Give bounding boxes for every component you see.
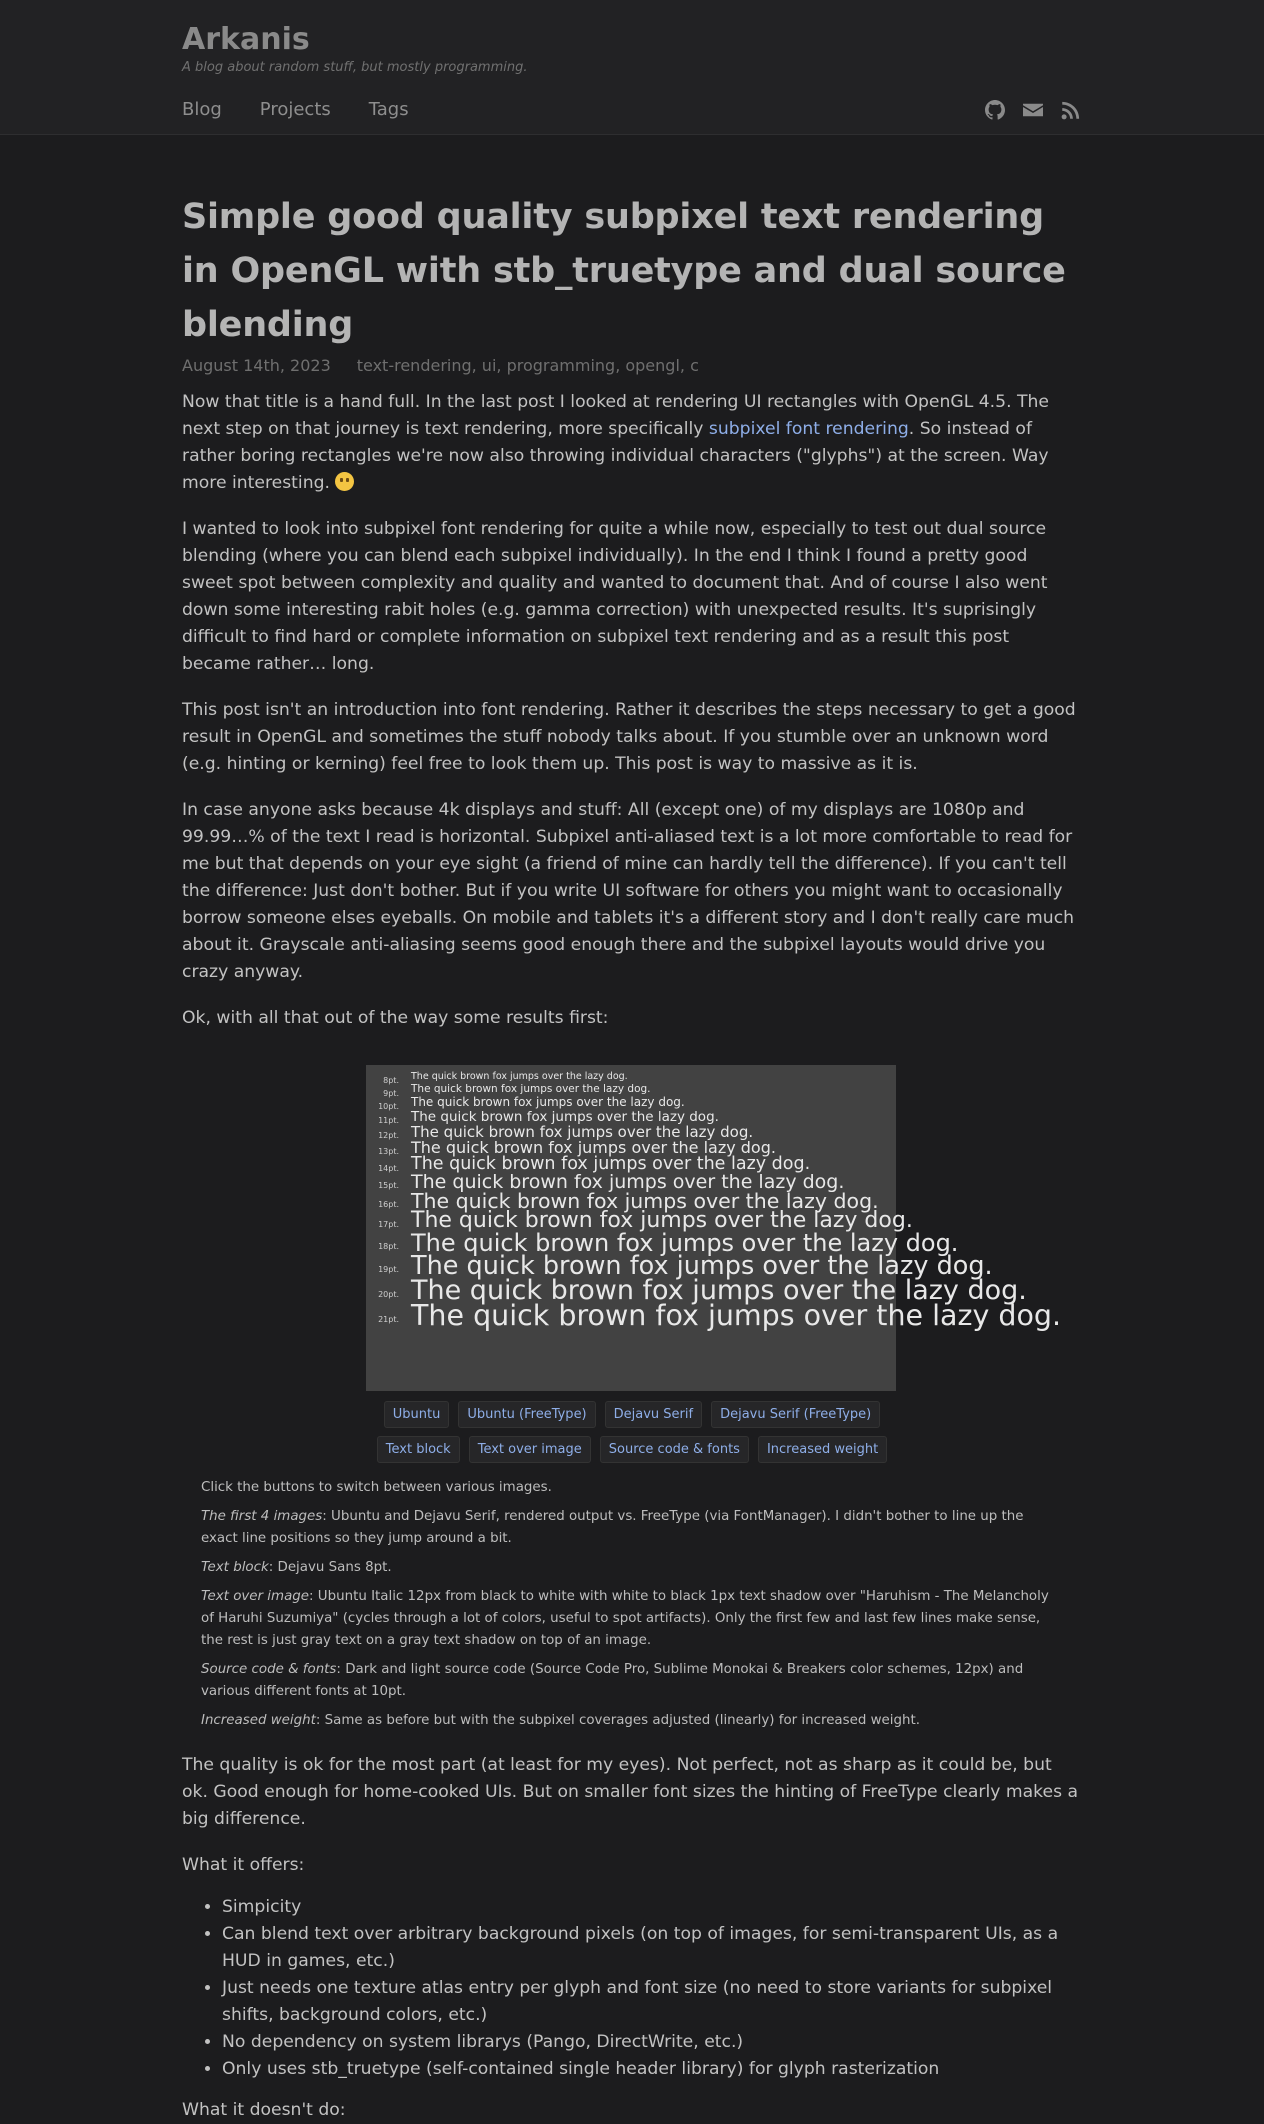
sample-size-label: 17pt.	[378, 1220, 399, 1230]
caption-text: : Ubuntu and Dejavu Serif, rendered output vs. FreeType (via FontManager). I didn't bother to line up the exact line positions so they jump around a bit.	[201, 1509, 1024, 1546]
offers-list	[182, 1894, 1082, 2083]
sample-text: The quick brown fox jumps over the lazy dog.	[411, 1154, 811, 1174]
caption-text: : Same as before but with the subpixel coverages adjusted (linearly) for increased weight.	[315, 1713, 921, 1728]
list-item: • Simpicity	[222, 1894, 1082, 1921]
nav-blog[interactable]: Blog	[182, 99, 222, 120]
paragraph-3: This post isn't an introduction into font rendering. Rather it describes the steps necessary to get a good result in OpenGL and sometimes the stuff nobody talks about. If you stumble over an unknown word (e.g. hinting or kerning) feel free to look them up. This post is way to massive as it is.	[182, 700, 1076, 774]
caption-text: : Ubuntu Italic 12px from black to white with white to black 1px text shadow over "Haruhism - The Melancholy of Haruhi Suzumiya" (cycles through a lot of colors, useful to spot artifacts). Only the first few and last few lines make sense, the rest is just gray text on a gray text shadow on top of an image.	[201, 1589, 1049, 1648]
image-buttons-row-1	[182, 1401, 1082, 1428]
btn-source-code-fonts[interactable]: Source code & fonts	[600, 1436, 749, 1463]
paragraph-2: I wanted to look into subpixel font rendering for quite a while now, especially to test out dual source blending (where you can blend each subpixel individually). In the end I think I found a pretty good sweet spot between complexity and quality and wanted to document that. And of course I also went down some interesting rabit holes (e.g. gamma correction) with unexpected results. It's suprisingly difficult to find hard or complete information on subpixel text rendering and as a result this post became rather… long.	[182, 519, 1048, 674]
site-title[interactable]: Arkanis	[182, 22, 310, 57]
sample-text: The quick brown fox jumps over the lazy dog.	[411, 1138, 776, 1157]
site-header	[0, 0, 1264, 135]
caption-text: : Dejavu Sans 8pt.	[268, 1560, 392, 1575]
btn-dejavu-serif[interactable]: Dejavu Serif	[605, 1401, 702, 1428]
sample-text: The quick brown fox jumps over the lazy dog.	[411, 1275, 1027, 1306]
paragraph-intro	[182, 389, 1082, 497]
list-item: • Just needs one texture atlas entry per glyph and font size (no need to store variants for subpixel shifts, background colors, etc.)	[222, 1975, 1082, 2029]
sample-size-label: 9pt.	[383, 1088, 399, 1098]
list-item: • Can blend text over arbitrary background pixels (on top of images, for semi-transparent UIs, as a HUD in games, etc.)	[222, 1921, 1082, 1975]
sample-size-label: 12pt.	[378, 1131, 399, 1141]
sample-text: The quick brown fox jumps over the lazy dog.	[411, 1229, 959, 1257]
post-title: Simple good quality subpixel text rendering in OpenGL with stb_truetype and dual source blending	[182, 197, 1066, 345]
nav-tags[interactable]: Tags	[368, 99, 409, 120]
smile-icon	[335, 472, 354, 491]
paragraph-4: In case anyone asks because 4k displays and stuff: All (except one) of my displays are 1080p and 99.99…% of the text I read is horizontal. Subpixel anti-aliased text is a lot more comfortable to read for me but that depends on your eye sight (a friend of mine can hardly tell the difference). If you can't tell the difference: Just don't bother. But if you write UI software for others you might want to occasionally borrow someone elses eyeballs. On mobile and tablets it's a different story and I don't really care much about it. Grayscale anti-aliasing seems good enough there and the subpixel layouts would drive you crazy anyway.	[182, 800, 1075, 982]
subpixel-rendering-link[interactable]: subpixel font rendering	[708, 419, 909, 439]
main-nav	[182, 99, 409, 120]
rss-icon[interactable]	[1061, 100, 1081, 120]
btn-increased-weight[interactable]: Increased weight	[758, 1436, 887, 1463]
sample-text: The quick brown fox jumps over the lazy dog.	[411, 1109, 719, 1125]
btn-ubuntu[interactable]: Ubuntu	[384, 1401, 450, 1428]
caption-item	[201, 1557, 1061, 1579]
sample-line	[366, 1299, 1062, 1334]
paragraph-8: What it doesn't do:	[182, 2100, 346, 2120]
btn-dejavu-serif-freetype[interactable]: Dejavu Serif (FreeType)	[711, 1401, 880, 1428]
post-meta	[182, 356, 1082, 375]
caption-item	[201, 1506, 1061, 1550]
intro-text-b: . So instead of rather boring rectangles we're now also throwing individual characters ("glyphs") at the screen. Way more interesting.	[182, 419, 1049, 493]
article	[182, 190, 1082, 2124]
sample-text: The quick brown fox jumps over the lazy dog.	[411, 1123, 754, 1141]
list-item: • No dependency on system librarys (Pango, DirectWrite, etc.)	[222, 2029, 1082, 2056]
sample-text: The quick brown fox jumps over the lazy dog.	[411, 1171, 845, 1193]
sample-size-label: 19pt.	[378, 1265, 399, 1275]
caption-label: Source code & fonts	[201, 1662, 337, 1677]
post-tags[interactable]: text-rendering, ui, programming, opengl, c	[356, 356, 699, 375]
social-icons	[985, 100, 1081, 120]
caption-label: Text over image	[201, 1589, 310, 1604]
sample-size-label: 13pt.	[378, 1146, 399, 1156]
paragraph-6: The quality is ok for the most part (at least for my eyes). Not perfect, not as sharp as it could be, but ok. Good enough for home-cooked UIs. But on smaller font sizes the hinting of FreeType clearly makes a big difference.	[182, 1755, 1079, 1829]
sample-size-label: 21pt.	[378, 1314, 399, 1324]
figure-caption	[201, 1477, 1061, 1732]
paragraph-5: Ok, with all that out of the way some results first:	[182, 1008, 609, 1028]
caption-text: : Dark and light source code (Source Code Pro, Sublime Monokai & Breakers color schemes, 12px) and various different fonts at 10pt.	[201, 1662, 1024, 1699]
caption-intro: Click the buttons to switch between various images.	[201, 1480, 552, 1495]
sample-text: The quick brown fox jumps over the lazy dog.	[411, 1095, 685, 1109]
caption-item	[201, 1710, 1061, 1732]
caption-label: The first 4 images	[201, 1509, 323, 1524]
paragraph-7: What it offers:	[182, 1855, 305, 1875]
sample-text: The quick brown fox jumps over the lazy dog.	[411, 1299, 1062, 1332]
sample-size-label: 10pt.	[378, 1101, 399, 1111]
caption-item	[201, 1586, 1061, 1652]
btn-text-block[interactable]: Text block	[377, 1436, 460, 1463]
caption-label: Increased weight	[201, 1713, 316, 1728]
post-date: August 14th, 2023	[182, 356, 331, 375]
sample-text: The quick brown fox jumps over the lazy dog.	[411, 1251, 993, 1281]
sample-size-label: 18pt.	[378, 1242, 399, 1252]
caption-item	[201, 1659, 1061, 1703]
site-subtitle: A blog about random stuff, but mostly programming.	[182, 60, 528, 75]
image-buttons-row-2	[182, 1436, 1082, 1463]
btn-text-over-image[interactable]: Text over image	[469, 1436, 591, 1463]
caption-label: Text block	[201, 1560, 269, 1575]
rendering-sample-image	[366, 1065, 1062, 1391]
sample-size-label: 8pt.	[383, 1076, 399, 1086]
sample-size-label: 16pt.	[378, 1200, 399, 1210]
sample-text: The quick brown fox jumps over the lazy dog.	[411, 1083, 651, 1095]
sample-size-label: 11pt.	[378, 1116, 399, 1126]
btn-ubuntu-freetype[interactable]: Ubuntu (FreeType)	[458, 1401, 595, 1428]
list-item: • Only uses stb_truetype (self-contained single header library) for glyph rasterization	[222, 2056, 1082, 2083]
sample-size-label: 20pt.	[378, 1289, 399, 1299]
sample-size-label: 14pt.	[378, 1163, 399, 1173]
mail-icon[interactable]	[1023, 100, 1043, 120]
sample-text: The quick brown fox jumps over the lazy dog.	[411, 1071, 628, 1082]
sample-text: The quick brown fox jumps over the lazy dog.	[411, 1208, 913, 1233]
nav-projects[interactable]: Projects	[259, 99, 331, 120]
intro-text-a: Now that title is a hand full. In the last post I looked at rendering UI rectangles with OpenGL 4.5. The next step on that journey is text rendering, more specifically	[182, 392, 1049, 439]
github-icon[interactable]	[985, 100, 1005, 120]
sample-size-label: 15pt.	[378, 1181, 399, 1191]
sample-text: The quick brown fox jumps over the lazy dog.	[411, 1189, 879, 1213]
